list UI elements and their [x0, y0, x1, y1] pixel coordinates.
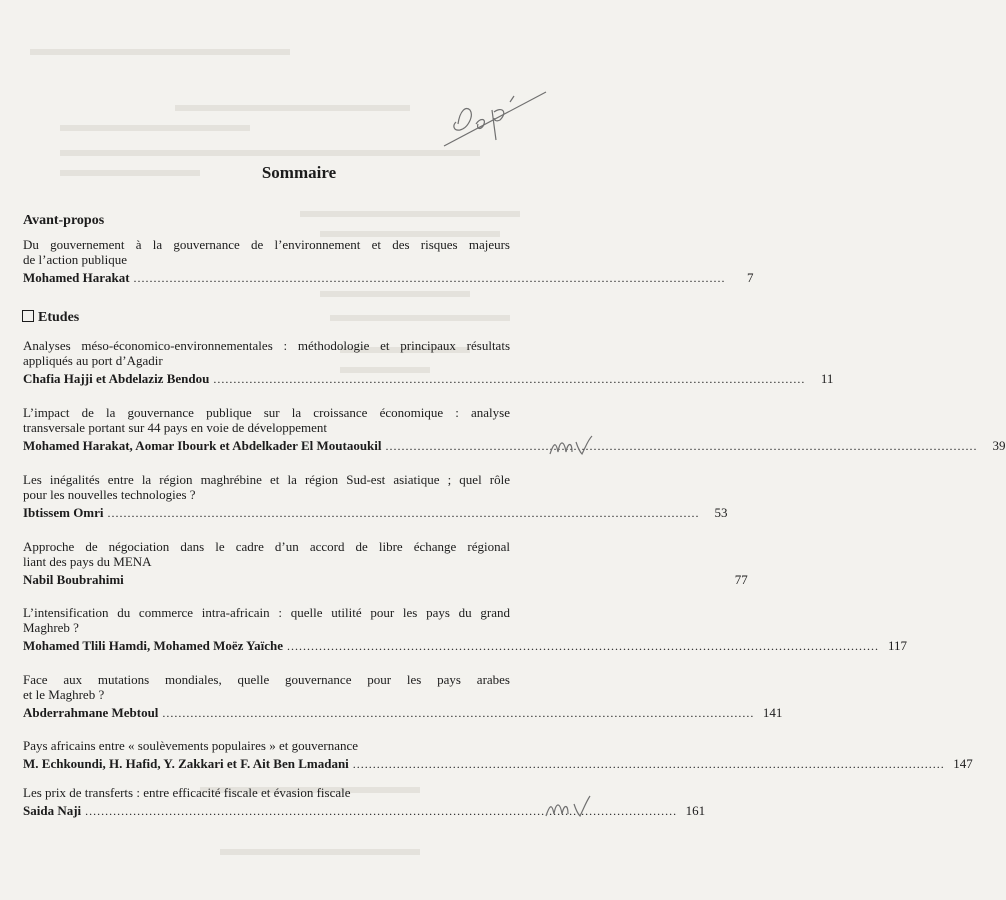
entry-description: et le Maghreb ?: [23, 687, 105, 702]
entry-description: L’impact de la gouvernance publique sur la croissance économique : analyse: [23, 405, 510, 420]
page-number: 11: [820, 371, 834, 386]
section-heading-etudes: Etudes: [22, 310, 79, 326]
entry-description: Maghreb ?: [23, 620, 79, 635]
dot-leader: ....................................................................................................................................................: [85, 804, 678, 818]
entry-description: Du gouvernement à la gouvernance de l’environnement et des risques majeurs: [23, 237, 510, 252]
entry-authors: Mohamed Tlili Hamdi, Mohamed Moëz Yaïche: [23, 638, 283, 653]
toc-entry: [23, 738, 973, 773]
pencil-annotation-top: [440, 88, 550, 150]
dot-leader: ....................................................................................................................................................: [286, 639, 879, 653]
entry-authors: Ibtissem Omri: [23, 505, 104, 520]
entry-authors: Nabil Boubrahimi: [23, 572, 124, 587]
entry-description: transversale portant sur 44 pays en voie de développement: [23, 420, 327, 435]
dot-leader: ....................................................................................................................................................: [133, 271, 726, 285]
page-title: Sommaire: [261, 163, 337, 182]
page-number: 53: [714, 505, 728, 520]
entry-description: Pays africains entre « soulèvements populaires » et gouvernance: [23, 738, 358, 753]
toc-entry: [23, 539, 748, 589]
dot-leader: ....................................................................................................................................................: [352, 757, 945, 771]
entry-description: Analyses méso-économico-environnementales : méthodologie et principaux résultats: [23, 338, 510, 353]
entry-description: appliqués au port d’Agadir: [23, 353, 163, 368]
dot-leader: ....................................................................................................................................................: [213, 372, 806, 386]
dot-leader: ....................................................................................................................................................: [385, 439, 978, 453]
entry-authors: Saida Naji: [23, 803, 82, 818]
entry-authors: M. Echkoundi, H. Hafid, Y. Zakkari et F. Ait Ben Lmadani: [23, 756, 349, 771]
entry-description: L’intensification du commerce intra-africain : quelle utilité pour les pays du grand: [23, 605, 510, 620]
toc-entry-avant-propos: [23, 237, 754, 287]
pencil-annotation-p161: [544, 792, 594, 820]
toc-entry: [23, 785, 706, 820]
page-number: 77: [734, 572, 748, 587]
entry-description: Face aux mutations mondiales, quelle gouvernance pour les pays arabes: [23, 672, 510, 687]
toc-entry: [23, 605, 907, 655]
entry-description: Approche de négociation dans le cadre d’un accord de libre échange régional: [23, 539, 510, 554]
entry-authors: Chafia Hajji et Abdelaziz Bendou: [23, 371, 210, 386]
entry-description: Les prix de transferts : entre efficacité fiscale et évasion fiscale: [23, 785, 351, 800]
pencil-annotation-p39: [548, 432, 594, 458]
toc-entry: [23, 672, 783, 722]
toc-entry: [23, 472, 728, 522]
entry-authors: Abderrahmane Mebtoul: [23, 705, 159, 720]
toc-entry: [23, 405, 1006, 455]
page-number: 147: [953, 756, 973, 771]
entry-description: de l’action publique: [23, 252, 127, 267]
checkbox-bullet-icon: [22, 310, 34, 322]
entry-description: Les inégalités entre la région maghrébine et la région Sud-est asiatique ; quel rôle: [23, 472, 510, 487]
dot-leader: ....................................................................................................................................................: [107, 506, 700, 520]
entry-authors: Mohamed Harakat, Aomar Ibourk et Abdelkader El Moutaoukil: [23, 438, 382, 453]
page-number: 7: [747, 270, 754, 285]
page-number: 39: [992, 438, 1006, 453]
page-number: 141: [762, 705, 783, 720]
entry-authors: Mohamed Harakat: [23, 270, 130, 285]
page-number: 161: [685, 803, 706, 818]
entry-description: liant des pays du MENA: [23, 554, 152, 569]
section-heading-avant-propos: Avant-propos: [23, 213, 105, 228]
toc-entry: [23, 338, 834, 388]
dot-leader: ....................................................................................................................................................: [162, 706, 755, 720]
page-number: 117: [887, 638, 907, 653]
entry-description: pour les nouvelles technologies ?: [23, 487, 196, 502]
